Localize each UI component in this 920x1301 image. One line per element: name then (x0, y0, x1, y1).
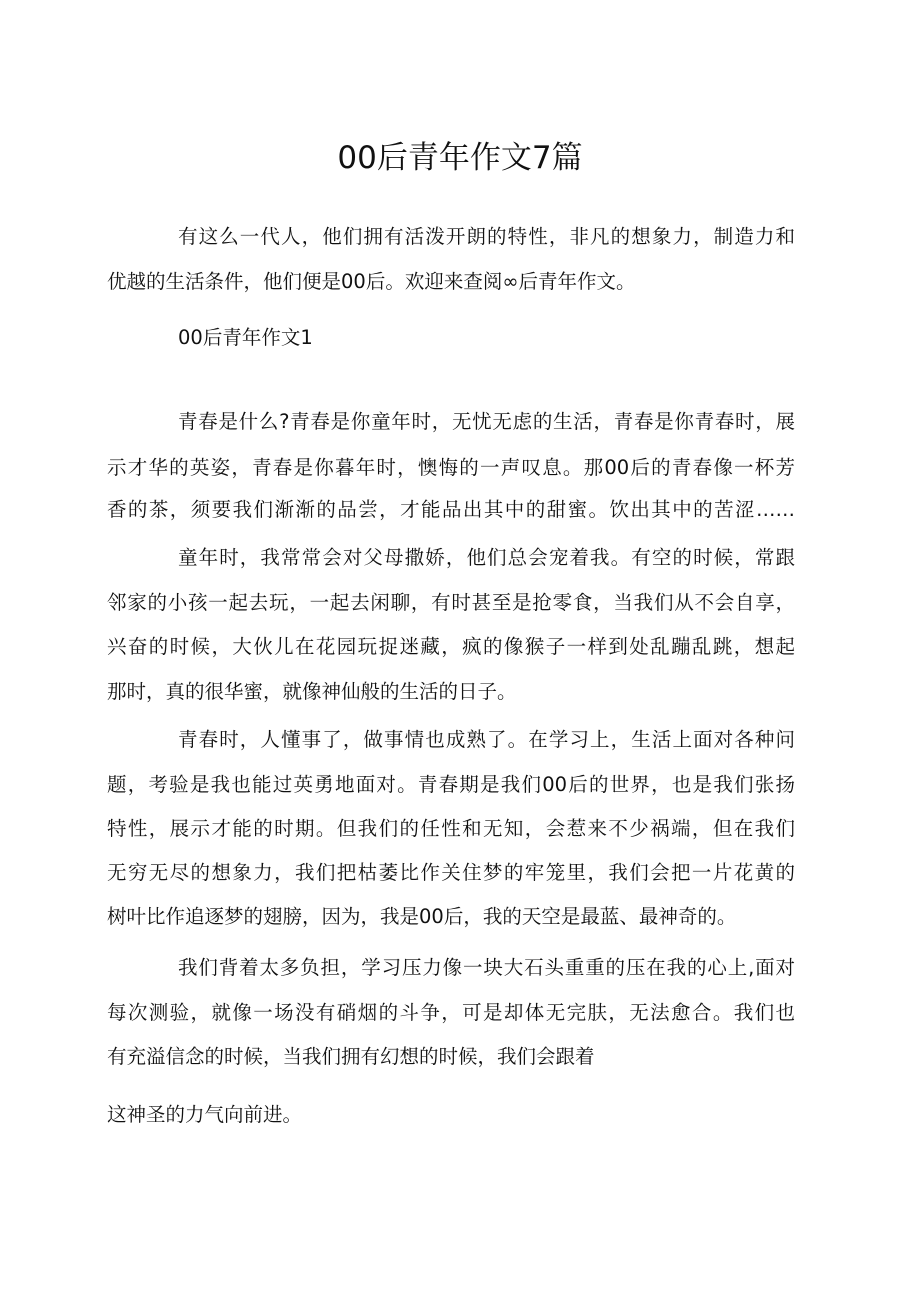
paragraph-line: 特性，展示才能的时期。但我们的任性和无知，会惹来不少祸端，但在我们 (107, 817, 795, 840)
paragraph-line: 邻家的小孩一起去玩，一起去闲聊，有时甚至是抢零食，当我们从不会自享， (107, 591, 795, 614)
paragraph-line: 我们背着太多负担，学习压力像一块大石头重重的压在我的心上,面对 (178, 956, 795, 979)
paragraph-line: 无穷无尽的想象力，我们把枯萎比作关住梦的牢笼里，我们会把一片花黄的 (107, 861, 795, 884)
intro-line: 有这么一代人，他们拥有活泼开朗的特性，非凡的想象力，制造力和 (178, 225, 795, 248)
paragraph-line: 那时，真的很华蜜，就像神仙般的生活的日子。 (107, 680, 517, 703)
trailing-line: 这神圣的力气向前进。 (107, 1103, 303, 1126)
paragraph-line: 青春时，人懂事了，做事情也成熟了。在学习上，生活上面对各种问 (178, 728, 795, 751)
paragraph-line: 示才华的英姿，青春是你暮年时，懊悔的一声叹息。那00后的青春像一杯芳 (107, 456, 795, 479)
paragraph-line: 青春是什么?青春是你童年时，无忧无虑的生活，青春是你青春时，展 (178, 410, 795, 433)
paragraph-line: 兴奋的时候，大伙儿在花园玩捉迷藏，疯的像猴子一样到处乱蹦乱跳，想起 (107, 635, 795, 658)
intro-line: 优越的生活条件，他们便是00后。欢迎来查阅∞后青年作文。 (107, 270, 636, 293)
paragraph-line: 每次测验，就像一场没有硝烟的斗争，可是却体无完肤，无法愈合。我们也 (107, 1001, 795, 1024)
paragraph-line: 香的茶，须要我们渐渐的品尝，才能品出其中的甜蜜。饮出其中的苦涩…… (107, 498, 795, 521)
paragraph-line: 题，考验是我也能过英勇地面对。青春期是我们00后的世界，也是我们张扬 (107, 773, 795, 796)
section-heading: 00后青年作文1 (178, 326, 313, 349)
paragraph-line: 树叶比作追逐梦的翅膀，因为，我是00后，我的天空是最蓝、最神奇的。 (107, 905, 737, 928)
paragraph-line: 童年时，我常常会对父母撒娇，他们总会宠着我。有空的时候，常跟 (178, 546, 795, 569)
paragraph-line: 有充溢信念的时候，当我们拥有幻想的时候，我们会跟着 (107, 1045, 595, 1068)
document-title: 00后青年作文7篇 (337, 140, 583, 176)
